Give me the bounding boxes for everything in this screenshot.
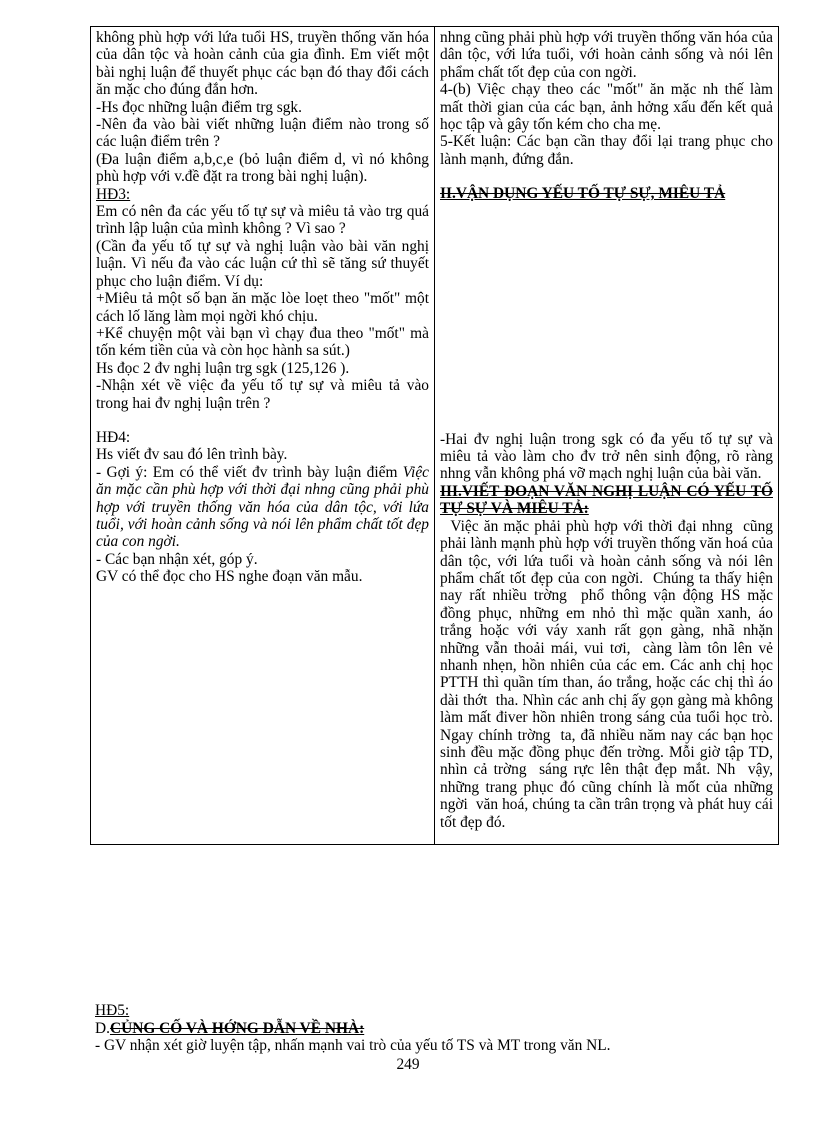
left-paragraph-11: Hs viết đv sau đó lên trình bày. (96, 446, 288, 464)
left-paragraph-2: -Hs đọc những luận điểm trg sgk. (96, 98, 302, 116)
left-paragraph-10: -Nhận xét về việc đa yếu tố tự sự và miêu tả vào trong hai đv nghị luận trên ? (96, 377, 429, 412)
spacer (440, 203, 773, 431)
sample-paragraph: Việc ăn mặc phải phù hợp với thời đại nhng cũng phải lành mạnh phù hợp với truyền thống văn hoá của dân tộc, với lứa tuổi và hoàn cảnh sống và nói lên phẩm chất tốt đẹp của con ngời. Chúng ta thấy hiện nay rất nhiều trờng phổ thông vận động HS mặc đồng phục, những em nhỏ thì mặc quần xanh, áo trắng hoặc với váy xanh rất gọn gàng, nhã nhặn những vẫn thoải mái, vui tơi, càng làm tôn lên vẻ nhanh nhẹn, hồn nhiên của các em. Các anh chị học PTTH thì quần tím than, áo trắng, hoặc các chị thì áo dài thớt tha. Nhìn các anh chị ấy gọn gàng mà không làm mất điver hồn nhiên trong sáng của tuổi học trò. Ngay chính trờng ta, đã nhiều năm nay các bạn học sinh đều mặc đồng phục đến trờng. Mỗi giờ tập TD, nhìn cả trờng sáng rực lên thật đẹp mắt. Nh vậy, những trang phục đó cũng chính là mốt của những ngời văn hoá, chúng ta cần trân trọng và phát huy cái tốt đẹp đó. (440, 517, 777, 831)
left-column (91, 27, 435, 845)
right-paragraph-4: -Hai đv nghị luận trong sgk có đa yếu tố tự sự và miêu tả vào làm cho đv trở nên sinh động, rõ ràng nhng vẫn không phá vỡ mạch nghị luận của bài văn. (440, 430, 773, 483)
activity-3-label: HĐ3: (96, 185, 131, 203)
left-paragraph-3: -Nên đa vào bài viết những luận điểm nào trong số các luận điểm trên ? (96, 116, 429, 151)
left-paragraph-7: +Miêu tả một số bạn ăn mặc lòe loẹt theo "mốt" một cách lố lăng làm mọi ngời khó chịu. (96, 290, 429, 325)
left-paragraph-6: (Cần đa yếu tố tự sự và nghị luận vào bài văn nghị luận. Vì nếu đa vào các luận cứ thì sẽ tăng sứ thuyết phục cho luận điểm. Ví dụ: (96, 237, 429, 290)
right-paragraph-2: 4-(b) Việc chạy theo các "mốt" ăn mặc nh thế làm mất thời gian của các bạn, ảnh hởng xấu đến kết quả học tập và gây tốn kém cho cha mẹ. (440, 81, 773, 134)
left-paragraph-14: GV có thể đọc cho HS nghe đoạn văn mẫu. (96, 568, 363, 586)
left-paragraph-13: - Các bạn nhận xét, góp ý. (96, 550, 258, 568)
right-paragraph-3: 5-Kết luận: Các bạn cần thay đổi lại trang phục cho lành mạnh, đứng đắn. (440, 133, 773, 168)
activity-5-label: HĐ5: (95, 1002, 130, 1019)
page-number: 249 (396, 1056, 420, 1073)
spacer (96, 412, 429, 429)
table-row (91, 27, 779, 845)
left-paragraph-9: Hs đọc 2 đv nghị luận trg sgk (125,126 ). (96, 359, 350, 377)
footer-section (95, 1002, 775, 1055)
right-column (435, 27, 779, 845)
hint-prefix: - Gợi ý: Em có thể viết đv trình bày luận điểm (96, 463, 403, 481)
section-d-title: CỦNG CỐ VÀ HỚNG DẪN VỀ NHÀ: (109, 1019, 365, 1037)
right-paragraph-1: nhng cũng phải phù hợp với truyền thống văn hóa của dân tộc, với lứa tuổi, với hoàn cảnh sống và nói lên phẩm chất tốt đẹp của con ngời. (440, 29, 773, 81)
left-paragraph-5: Em có nên đa các yếu tố tự sự và miêu tả vào trg quá trình lập luận của mình không ? Vì sao ? (96, 203, 429, 238)
left-paragraph-12 (96, 464, 429, 551)
left-paragraph-8: +Kể chuyện một vài bạn vì chạy đua theo "mốt" mà tốn kém tiền của và còn học hành sa sút.) (96, 324, 429, 360)
lesson-table (90, 26, 779, 845)
section-d-heading (95, 1020, 775, 1038)
activity-4-label: HĐ4: (96, 428, 131, 446)
spacer (440, 168, 773, 185)
hint-italic-topic: Việc ăn mặc cần phù hợp với thời đại nhng cũng phải phù hợp với truyền thống văn hóa của dân tộc, với lứa tuổi, với hoàn cảnh sống và nói lên phẩm chất tốt đẹp của con ngời. (96, 463, 429, 551)
teacher-note: - GV nhận xét giờ luyện tập, nhấn mạnh vai trò của yếu tố TS và MT trong văn NL. (95, 1037, 611, 1054)
left-paragraph-1: không phù hợp với lứa tuổi HS, truyền thống văn hóa của dân tộc và hoàn cảnh của gia đình. Em viết một bài nghị luận để thuyết phục các bạn đó thay đổi cách ăn mặc cho đúng đắn hơn. (96, 29, 429, 99)
left-paragraph-4: (Đa luận điểm a,b,c,e (bỏ luận điểm d, vì nó không phù hợp với v.đề đặt ra trong bài nghị luận). (96, 150, 429, 186)
section-d-prefix: D. (95, 1019, 110, 1037)
section-heading-2: II.VẬN DỤNG YẾU TỐ TỰ SỰ, MIÊU TẢ (440, 185, 726, 203)
spacer (96, 586, 429, 844)
section-heading-3: III.VIẾT ĐOẠN VĂN NGHỊ LUẬN CÓ YẾU TỐ TỰ SỰ VÀ MIÊU TẢ: (440, 482, 773, 518)
